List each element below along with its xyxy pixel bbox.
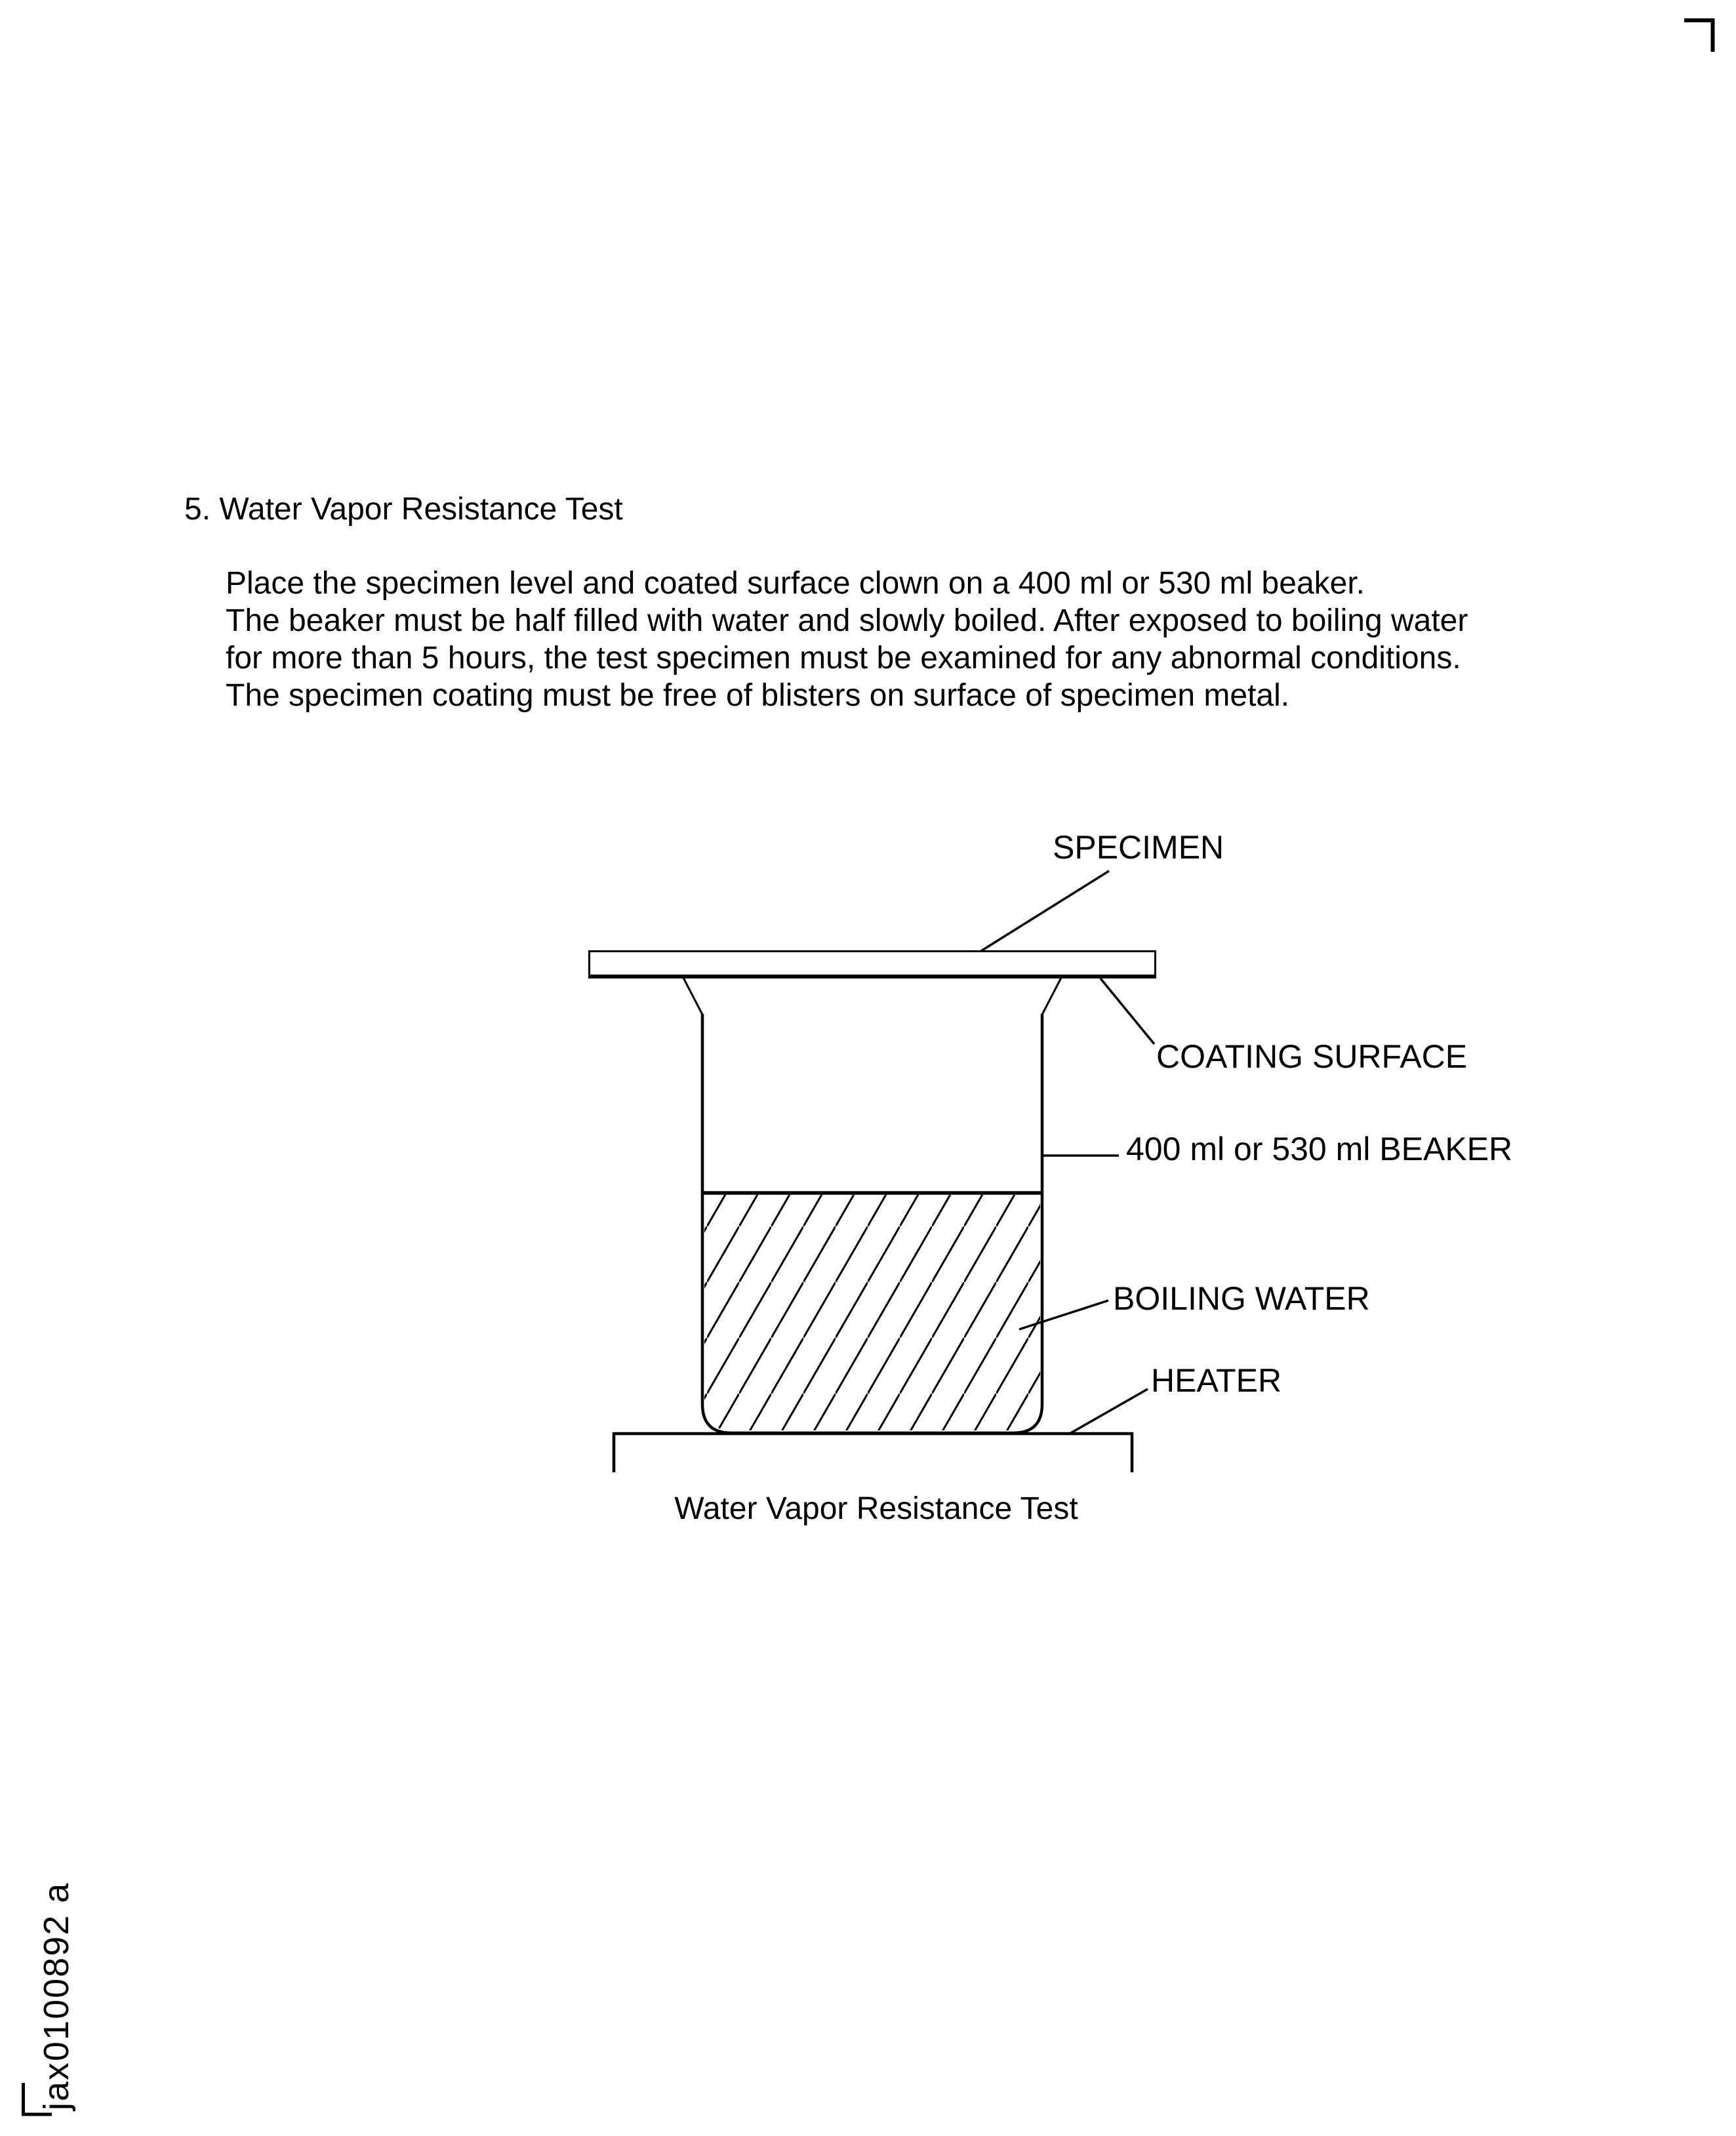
section-heading: 5. Water Vapor Resistance Test: [184, 492, 623, 527]
heater-label: HEATER: [1151, 1362, 1282, 1399]
beaker-right-lip: [1042, 978, 1061, 1015]
paragraph-line: for more than 5 hours, the test specimen must be examined for any abnormal conditions.: [226, 641, 1461, 675]
paragraph-line: Place the specimen level and coated surface clown on a 400 ml or 530 ml beaker.: [226, 566, 1365, 601]
coating-surface-label: COATING SURFACE: [1156, 1038, 1468, 1075]
heater-bracket: [614, 1434, 1132, 1472]
beaker-label: 400 ml or 530 ml BEAKER: [1126, 1131, 1513, 1167]
specimen-plate: [590, 952, 1156, 976]
beaker-left-lip: [683, 978, 702, 1015]
section-paragraph: [226, 565, 1468, 714]
figure-caption: Water Vapor Resistance Test: [674, 1491, 1078, 1526]
coating-surface-leader-line: [1100, 978, 1154, 1044]
specimen-label: SPECIMEN: [1053, 829, 1224, 866]
boiling-water-label: BOILING WATER: [1113, 1280, 1370, 1317]
boiling-water-hatch: [704, 1195, 1040, 1430]
paragraph-line: The beaker must be half filled with water and slowly boiled. After exposed to boiling water: [226, 603, 1468, 638]
specimen-leader-line: [981, 871, 1109, 951]
paragraph-line: The specimen coating must be free of blisters on surface of specimen metal.: [226, 678, 1290, 713]
margin-document-code: jax0100892 a: [37, 1882, 76, 2110]
corner-mark-top-right: [1684, 20, 1713, 52]
heater-leader-line: [1070, 1389, 1148, 1434]
